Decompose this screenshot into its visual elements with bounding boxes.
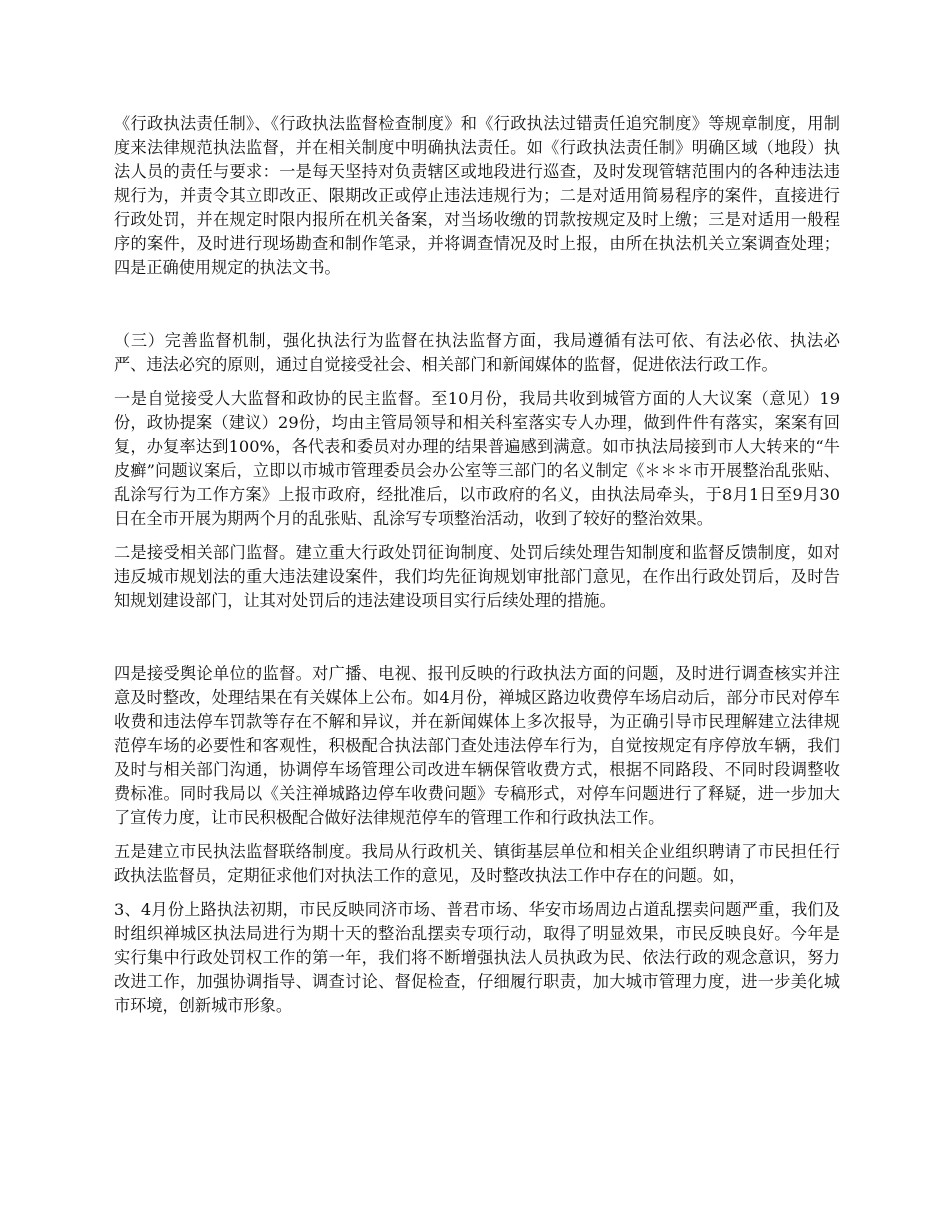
paragraph-media-supervision: 四是接受舆论单位的监督。对广播、电视、报刊反映的行政执法方面的问题，及时进行调查核实并注意及时整改，处理结果在有关媒体上公布。如4月份，禅城区路边收费停车场启动后，部分市民对停车收费和违法停车罚款等存在不解和异议，并在新闻媒体上多次报导，为正确引导市民理解建立法律规范停车场的必要性和客观性，积极配合执法部门查处违法停车行为，自觉按规定有序停放车辆，我们及时与相关部门沟通，协调停车场管理公司改进车辆保管收费方式，根据不同路段、不同时段调整收费标准。同时我局以《关注禅城路边停车收费问题》专稿形式，对停车问题进行了释疑，进一步加大了宣传力度，让市民积极配合做好法律规范停车的管理工作和行政执法工作。 — [114, 664, 840, 827]
paragraph-npc-cppcc-supervision: 一是自觉接受人大监督和政协的民主监督。至10月份，我局共收到城管方面的人大议案（意见）19份，政协提案（建议）29份，均由主管局领导和相关科室落实专人办理，做到件件有落实，案案有回复，办复率达到100%，各代表和委员对办理的结果普遍感到满意。如市执法局接到市人大转来的“牛皮癣”问题议案后，立即以市城市管理委员会办公室等三部门的名义制定《＊＊＊市开展整治乱张贴、乱涂写行为工作方案》上报市政府，经批准后，以市政府的名义，由执法局牵头，于8月1日至9月30日在全市开展为期两个月的乱张贴、乱涂写专项整治活动，收到了较好的整治效果。 — [114, 389, 840, 528]
paragraph-responsibility-system: 《行政执法责任制》、《行政执法监督检查制度》和《行政执法过错责任追究制度》等规章制度，用制度来法律规范执法监督，并在相关制度中明确执法责任。如《行政执法责任制》明确区域（地段）执法人员的责任与要求：一是每天坚持对负责辖区或地段进行巡查，及时发现管辖范围内的各种违法违规行为，并责令其立即改正、限期改正或停止违法违规行为；二是对适用简易程序的案件，直接进行行政处罚，并在规定时限内报所在机关备案，对当场收缴的罚款按规定及时上缴；三是对适用一般程序的案件，及时进行现场勘查和制作笔录，并将调查情况及时上报，由所在执法机关立案调查处理；四是正确使用规定的执法文书。 — [114, 114, 840, 277]
document-body — [114, 112, 840, 1018]
paragraph-department-supervision: 二是接受相关部门监督。建立重大行政处罚征询制度、处罚后续处理告知制度和监督反馈制度，如对违反城市规划法的重大违法建设案件，我们均先征询规划审批部门意见，在作出行政处罚后，及时告知规划建设部门，让其对处罚后的违法建设项目实行后续处理的措施。 — [114, 543, 840, 610]
paragraph-supervision-mechanism: （三）完善监督机制，强化执法行为监督在执法监督方面，我局遵循有法可依、有法必依、执法必严、违法必究的原则，通过自觉接受社会、相关部门和新闻媒体的监督，促进依法行政工作。 — [114, 331, 840, 374]
paragraph-citizen-supervision: 五是建立市民执法监督联络制度。我局从行政机关、镇街基层单位和相关企业组织聘请了市民担任行政执法监督员，定期征求他们对执法工作的意见，及时整改执法工作中存在的问题。如， — [114, 842, 840, 885]
paragraph-market-rectification: 3、4月份上路执法初期，市民反映同济市场、普君市场、华安市场周边占道乱摆卖问题严重，我们及时组织禅城区执法局进行为期十天的整治乱摆卖专项行动，取得了明显效果，市民反映良好。今年是实行集中行政处罚权工作的第一年，我们将不断增强执法人员执政为民、依法行政的观念意识，努力改进工作，加强协调指导、调查讨论、督促检查，仔细履行职责，加大城市管理力度，进一步美化城市环境，创新城市形象。 — [114, 900, 840, 1015]
